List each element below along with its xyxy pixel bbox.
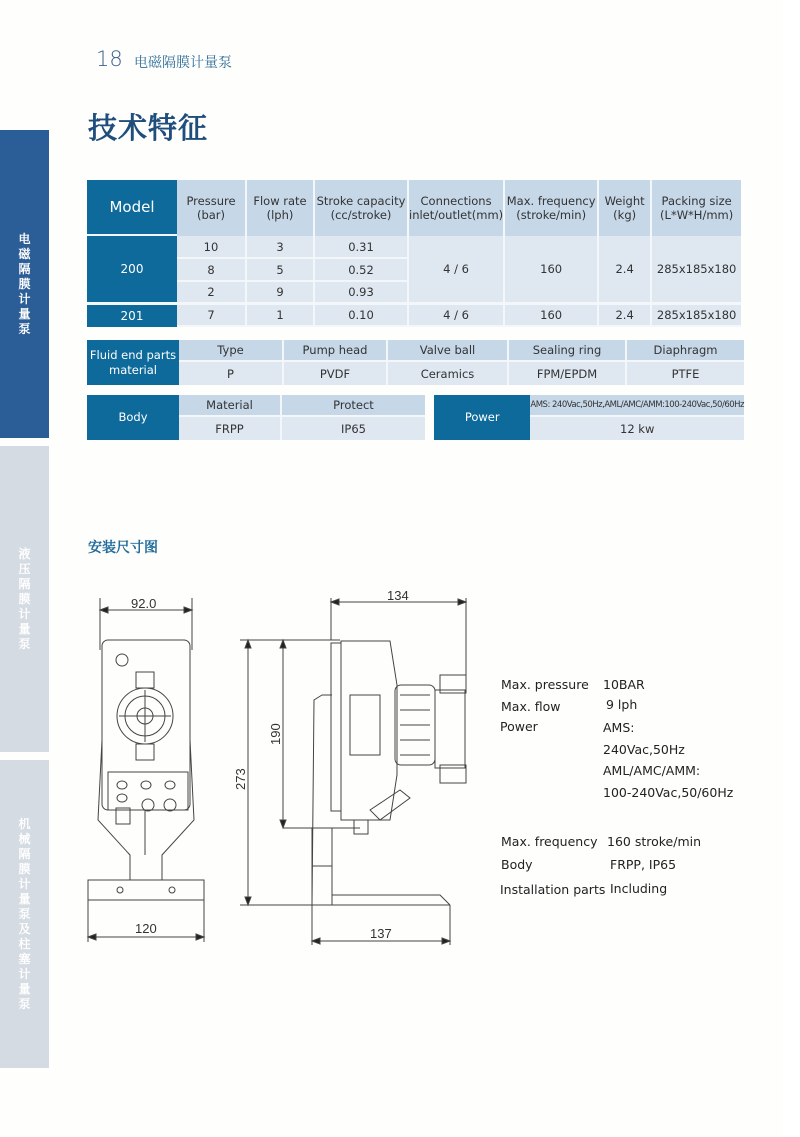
flow-cell: 3	[247, 236, 315, 259]
spec-value-max-pressure: 10BAR	[603, 677, 645, 692]
frequency-cell: 160	[505, 305, 599, 327]
dim-side-top: 134	[387, 588, 409, 603]
spec-value-power: AMS: 240Vac,50Hz AML/AMC/AMM: 100-240Vac,50/60Hz	[603, 720, 734, 800]
pressure-cell: 8	[177, 259, 247, 282]
side-tab-electromagnetic[interactable]	[0, 130, 49, 438]
header-pressure: Pressure (bar)	[177, 180, 247, 236]
power-spec: AMS: 240Vac,50Hz,AML/AMC/AMM:100-240Vac,50/60Hz	[530, 395, 744, 417]
flow-cell: 9	[247, 282, 315, 305]
page-title: 技术特征	[88, 111, 209, 145]
header-weight: Weight (kg)	[599, 180, 652, 236]
page-category: 电磁隔膜计量泵	[134, 55, 232, 71]
side-tab-mechanical[interactable]	[0, 760, 49, 1068]
page-margin	[783, 0, 800, 1137]
spec-label-installation: Installation parts	[500, 882, 606, 897]
fluid-end-table	[87, 340, 744, 385]
spec-table	[87, 180, 741, 327]
header-packing: Packing size (L*W*H/mm)	[652, 180, 741, 236]
spec-value-max-flow: 9 lph	[606, 697, 638, 712]
model-cell: 201	[87, 305, 177, 327]
power-table	[434, 395, 744, 440]
fluid-val-valve-ball: Ceramics	[388, 362, 509, 385]
flow-cell: 1	[247, 305, 315, 327]
spec-value-installation: Including	[610, 881, 668, 896]
dim-front-base: 120	[135, 921, 157, 936]
front-view-drawing	[88, 598, 204, 942]
stroke-cell: 0.93	[315, 282, 409, 305]
stroke-cell: 0.52	[315, 259, 409, 282]
power-value: 12 kw	[530, 417, 744, 440]
spec-label-power: Power	[500, 719, 538, 734]
spec-label-max-frequency: Max. frequency	[501, 834, 598, 849]
dimension-drawing	[80, 585, 500, 955]
table-row	[87, 305, 741, 327]
body-val-protect: IP65	[282, 417, 425, 440]
fluid-val-diaphragm: PTFE	[627, 362, 744, 385]
weight-cell: 2.4	[599, 236, 652, 305]
fluid-val-type: P	[179, 362, 284, 385]
side-tab-label: 机械隔膜计量泵及柱塞计量泵	[18, 816, 31, 1011]
page-number: 18	[96, 47, 123, 71]
fluid-val-pump-head: PVDF	[284, 362, 388, 385]
connections-cell: 4 / 6	[409, 305, 505, 327]
header-flow: Flow rate (lph)	[247, 180, 315, 236]
table-row	[87, 236, 741, 259]
stroke-cell: 0.10	[315, 305, 409, 327]
dim-side-base: 137	[370, 926, 392, 941]
fluid-col-pump-head: Pump head	[284, 340, 388, 362]
spec-value-body: FRPP, IP65	[610, 857, 677, 872]
pressure-cell: 7	[177, 305, 247, 327]
fluid-end-label: Fluid end parts material	[87, 340, 179, 385]
packing-cell: 285x185x180	[652, 305, 741, 327]
power-label: Power	[434, 395, 530, 440]
spec-label-body: Body	[501, 857, 533, 872]
body-col-protect: Protect	[282, 395, 425, 417]
dim-total-height: 273	[233, 768, 248, 790]
pressure-cell: 2	[177, 282, 247, 305]
header-stroke: Stroke capacity (cc/stroke)	[315, 180, 409, 236]
side-tab-hydraulic[interactable]	[0, 446, 49, 752]
pressure-cell: 10	[177, 236, 247, 259]
dim-body-height: 190	[268, 723, 283, 745]
stroke-cell: 0.31	[315, 236, 409, 259]
body-table	[87, 395, 425, 440]
body-label: Body	[87, 395, 179, 440]
fluid-col-diaphragm: Diaphragm	[627, 340, 744, 362]
dim-front-top: 92.0	[131, 596, 157, 611]
side-tab-label: 液压隔膜计量泵	[18, 546, 31, 651]
spec-label-max-pressure: Max. pressure	[501, 677, 589, 692]
spec-value-max-frequency: 160 stroke/min	[607, 834, 702, 849]
flow-cell: 5	[247, 259, 315, 282]
header-connections: Connections inlet/outlet(mm)	[409, 180, 505, 236]
connections-cell: 4 / 6	[409, 236, 505, 305]
weight-cell: 2.4	[599, 305, 652, 327]
header-frequency: Max. frequency (stroke/min)	[505, 180, 599, 236]
body-val-material: FRPP	[179, 417, 282, 440]
install-dimensions-title: 安装尺寸图	[88, 540, 158, 556]
fluid-col-valve-ball: Valve ball	[388, 340, 509, 362]
frequency-cell: 160	[505, 236, 599, 305]
fluid-col-sealing-ring: Sealing ring	[509, 340, 627, 362]
model-cell: 200	[87, 236, 177, 305]
side-view-drawing	[312, 598, 466, 945]
body-col-material: Material	[179, 395, 282, 417]
side-tab-label: 电磁隔膜计量泵	[18, 231, 31, 336]
packing-cell: 285x185x180	[652, 236, 741, 305]
spec-label-max-flow: Max. flow	[501, 699, 561, 714]
header-model: Model	[87, 180, 177, 236]
fluid-col-type: Type	[179, 340, 284, 362]
fluid-val-sealing-ring: FPM/EPDM	[509, 362, 627, 385]
